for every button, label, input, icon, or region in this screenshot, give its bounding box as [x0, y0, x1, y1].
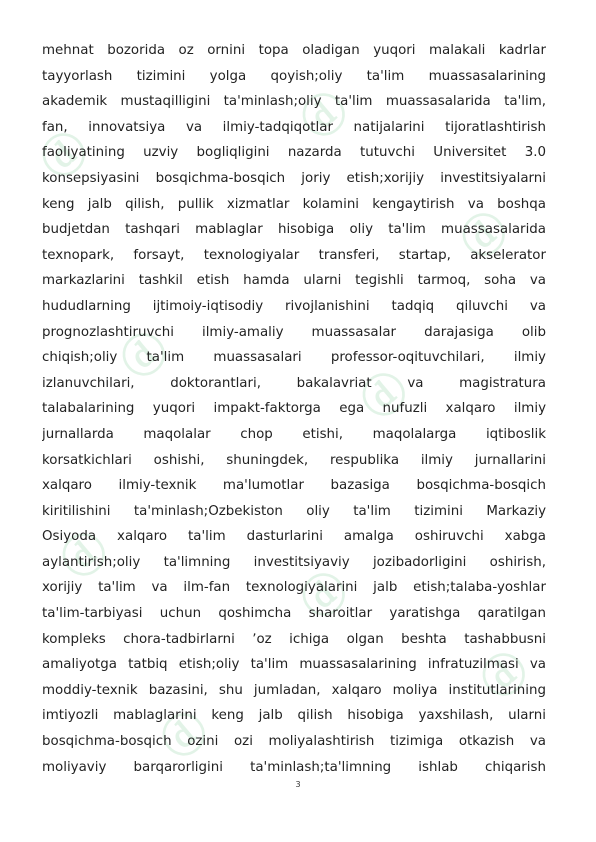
text-line: faoliyatining uzviy bogliqligini nazarda tutuvchi Universitet 3.0: [42, 145, 546, 161]
text-line: fan, innovatsiya va ilmiy-tadqiqotlar natijalarini tijoratlashtirish: [42, 119, 546, 135]
text-line: keng jalb qilish, pullik xizmatlar kolamini kengaytirish va boshqa: [42, 196, 546, 212]
text-line: izlanuvchilari, doktorantlari, bakalavriat va magistratura: [42, 375, 546, 391]
text-line: moliyaviy barqarorligini ta'minlash;ta'limning ishlab chiqarish: [42, 759, 546, 775]
text-line: mehnat bozorida oz ornini topa oladigan yuqori malakali kadrlar: [42, 43, 546, 58]
text-line: konsepsiyasini bosqichma-bosqich joriy etish;xorijiy investitsiyalarni: [42, 170, 546, 186]
text-line: hududlarning ijtimoiy-iqtisodiy rivojlanishini tadqiq qiluvchi va: [42, 298, 546, 314]
text-line: texnopark, forsayt, texnologiyalar transferi, startap, akselerator: [42, 247, 546, 263]
text-line: prognozlashtiruvchi ilmiy-amaliy muassasalar darajasiga olib: [42, 324, 546, 340]
text-line: bosqichma-bosqich ozini ozi moliyalashtirish tizimiga otkazish va: [42, 734, 546, 750]
text-line: aylantirish;oliy ta'limning investitsiyaviy jozibadorligini oshirish,: [42, 554, 546, 570]
text-line: kiritilishini ta'minlash;Ozbekiston oliy ta'lim tizimini Markaziy: [42, 503, 546, 519]
text-line: xorijiy ta'lim va ilm-fan texnologiyalarini jalb etish;talaba-yoshlar: [42, 580, 546, 596]
text-line: ta'lim-tarbiyasi uchun qoshimcha sharoitlar yaratishga qaratilgan: [42, 606, 546, 622]
text-line: korsatkichlari oshishi, shuningdek, respublika ilmiy jurnallarini: [42, 452, 546, 468]
text-line: imtiyozli mablaglarini keng jalb qilish hisobiga yaxshilash, ularni: [42, 708, 546, 724]
text-line: xalqaro ilmiy-texnik ma'lumotlar bazasiga bosqichma-bosqich: [42, 478, 546, 494]
text-line: talabalarining yuqori impakt-faktorga ega nufuzli xalqaro ilmiy: [42, 401, 546, 417]
text-line: budjetdan tashqari mablaglar hisobiga oliy ta'lim muassasalarida: [42, 222, 546, 238]
text-line: chiqish;oliy ta'lim muassasalari professor-oqituvchilari, ilmiy: [42, 350, 546, 366]
text-line: tayyorlash tizimini yolga qoyish;oliy ta'lim muassasalarining: [42, 68, 546, 84]
text-line: moddiy-texnik bazasini, shu jumladan, xalqaro moliya institutlarining: [42, 682, 546, 698]
text-line: Osiyoda xalqaro ta'lim dasturlarini amalga oshiruvchi xabga: [42, 529, 546, 545]
text-line: markazlarini tashkil etish hamda ularni tegishli tarmoq, soha va: [42, 273, 546, 289]
body-paragraph: [42, 38, 546, 780]
text-line: akademik mustaqilligini ta'minlash;oliy ta'lim muassasalarida ta'lim,: [42, 94, 546, 110]
watermark-pattern: ⓓ ⓓ ⓓ ⓓ ⓓ ⓓ ⓓ ⓓ ⓓ: [31, 81, 540, 770]
page-number: 3: [295, 780, 301, 789]
text-line: amaliyotga tatbiq etish;oliy ta'lim muassasalarining infratuzilmasi va: [42, 657, 546, 673]
text-line: kompleks chora-tadbirlarni ʼoz ichiga olgan beshta tashabbusni: [42, 631, 546, 647]
text-line: jurnallarda maqolalar chop etishi, maqolalarga iqtiboslik: [42, 426, 546, 442]
